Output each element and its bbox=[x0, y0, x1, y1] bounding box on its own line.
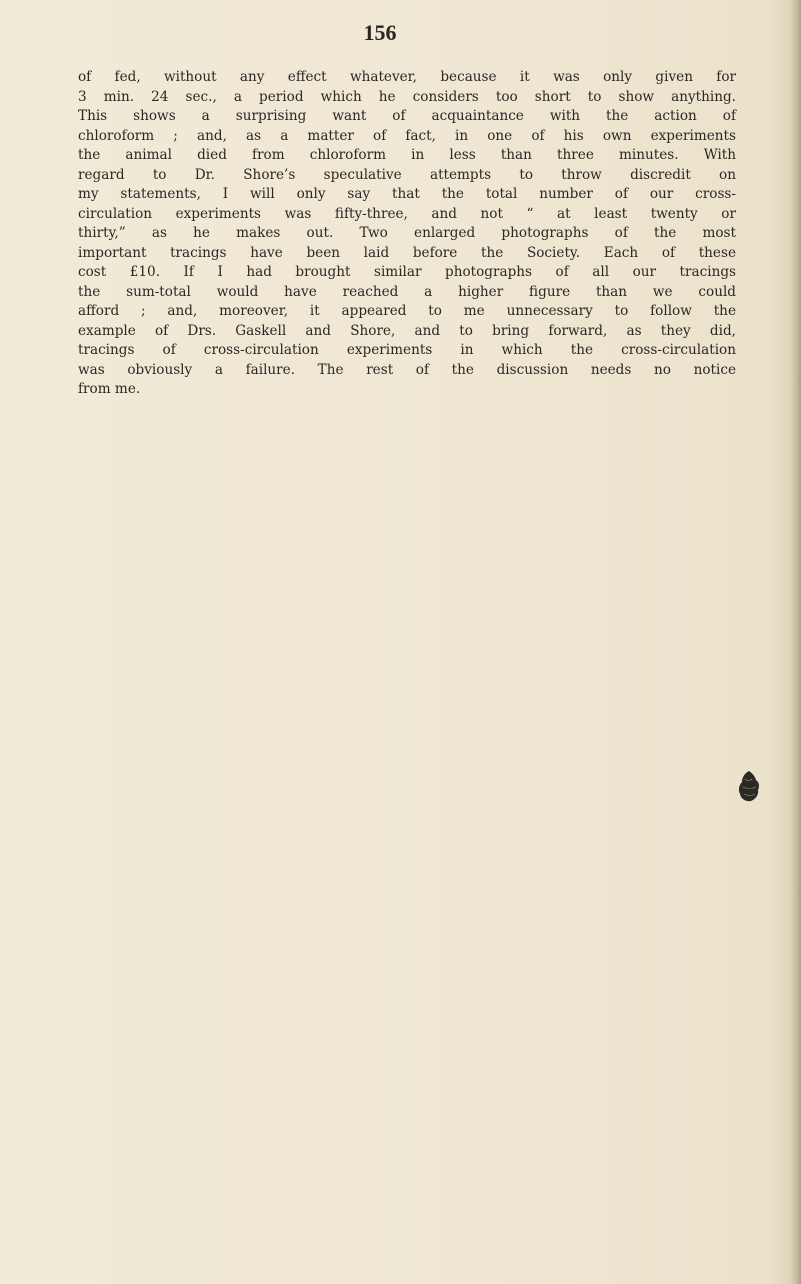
text-line: was obviously a failure. The rest of the discussion needs no notice bbox=[78, 361, 736, 378]
text-line: the sum-total would have reached a higher figure than we could bbox=[78, 283, 736, 300]
page-number: 156 bbox=[363, 20, 397, 45]
text-line: example of Drs. Gaskell and Shore, and to bring forward, as they did, bbox=[78, 322, 736, 339]
text-line: circulation experiments was fifty-three, and not “ at least twenty or bbox=[78, 205, 736, 222]
text-line: the animal died from chloroform in less than three minutes. With bbox=[78, 147, 736, 163]
text-line: regard to Dr. Shore’s speculative attempts to throw discredit on bbox=[78, 166, 736, 183]
text-line: This shows a surprising want of acquaintance with the action of bbox=[78, 108, 736, 124]
body-paragraph bbox=[78, 68, 736, 400]
text-line: my statements, I will only say that the total number of our cross- bbox=[78, 186, 736, 202]
text-line: thirty,” as he makes out. Two enlarged photographs of the most bbox=[78, 225, 736, 241]
text-line: afford ; and, moreover, it appeared to me unnecessary to follow the bbox=[78, 303, 736, 319]
page-edge-shadow bbox=[789, 0, 801, 1284]
text-line: from me. bbox=[78, 381, 141, 397]
ink-blot-mark bbox=[737, 770, 761, 802]
text-line: important tracings have been laid before the Society. Each of these bbox=[78, 244, 736, 261]
text-line: cost £10. If I had brought similar photographs of all our tracings bbox=[78, 264, 736, 280]
text-line: tracings of cross-circulation experiments in which the cross-circulation bbox=[78, 342, 736, 358]
text-line: 3 min. 24 sec., a period which he considers too short to show anything. bbox=[78, 88, 736, 105]
text-line: of fed, without any effect whatever, because it was only given for bbox=[78, 69, 736, 85]
text-line: chloroform ; and, as a matter of fact, in one of his own experiments bbox=[78, 127, 736, 144]
